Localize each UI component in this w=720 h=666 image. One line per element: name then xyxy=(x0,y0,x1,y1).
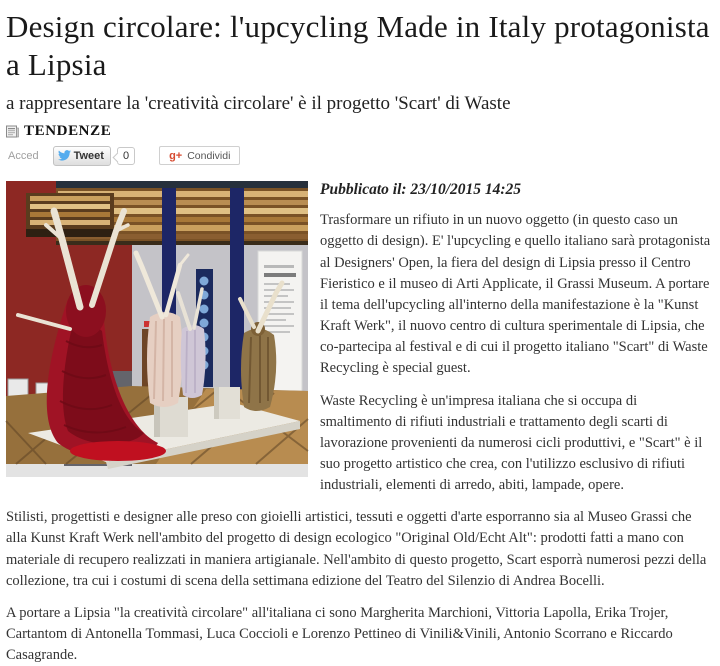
category-label-tendenze[interactable]: TENDENZE xyxy=(24,122,112,139)
twitter-bird-icon xyxy=(58,150,71,161)
page-subtitle: a rappresentare la 'creatività circolare' è il progetto 'Scart' di Waste xyxy=(6,92,511,114)
newspaper-icon xyxy=(6,125,19,138)
category-row xyxy=(6,123,712,140)
share-row xyxy=(6,145,712,167)
article-paragraph-3: Stilisti, progettisti e designer alle preso con gioielli artistici, tessuti e oggetti d'arte esporranno sia al Museo Grassi che alla Kunst Kraft Werk nell'ambito del progetto di design ecologico "Original Old/Echt Alt": prodotti fatti a mano con materiale di recupero realizzati in maniera artigianale. Nell'ambito di questo progetto, Scart esporrà numerosi pezzi della collezione, tra cui i costumi di scena della settimana edizione del Teatro del Silenzio di Andrea Bocelli. xyxy=(6,509,707,589)
published-date: Pubblicato il: 23/10/2015 14:25 xyxy=(320,180,522,198)
photo-caption-strip xyxy=(6,464,308,477)
exhibition-photo-illustration xyxy=(6,181,308,464)
article-paragraph-4: A portare a Lipsia "la creatività circolare" all'italiana ci sono Margherita Marchioni, Vittoria Lapolla, Erika Trojer, Cartantom di Antonella Tommasi, Luca Coccioli e Lorenzo Pettineo di Vinili&Vinili, Antonio Scorrano e Riccardo Casagrande. xyxy=(6,604,673,664)
tweet-count-badge[interactable]: 0 xyxy=(117,147,135,165)
article-paragraph-2: Waste Recycling è un'impresa italiana che si occupa di smaltimento di rifiuti industriali e trattamento degli scarti di lavorazione provenienti da numerosi cicli produttivi, e "Scart" è il suo progetto artistico che crea, con l'utilizzo esclusivo di rifiuti industriali, elementi di arredo, abiti, lampade, opere. xyxy=(320,392,703,494)
tweet-button[interactable] xyxy=(53,146,111,166)
article-paragraph-1: Trasformare un rifiuto in un nuovo oggetto (in questo caso un oggetto di design). E' l'upcycling e quello italiano sarà protagonista al Designers' Open, la fiera del design di Lipsia presso il Centro Fieristico e il museo di Arti Applicate, il Grassi Museum. A portare il tema dell'upcycling all'interno della manifestazione è la "Kunst Kraft Werk", il nuovo centro di cultura sperimentale di Lipsia, che co-partecipa al festival e di cui il progetto italiano "Scart" di Waste Recycling è special guest. xyxy=(320,212,711,377)
tweet-button-label: Tweet xyxy=(73,149,104,162)
accedi-text[interactable]: Acced xyxy=(8,149,39,162)
article-photo xyxy=(6,181,308,477)
gplus-share-label: Condividi xyxy=(187,149,231,162)
article-body xyxy=(6,179,712,666)
gplus-share-button[interactable] xyxy=(159,146,240,165)
gplus-icon: g+ xyxy=(169,149,183,162)
page-title: Design circolare: l'upcycling Made in Italy protagonista a Lipsia xyxy=(6,9,710,82)
